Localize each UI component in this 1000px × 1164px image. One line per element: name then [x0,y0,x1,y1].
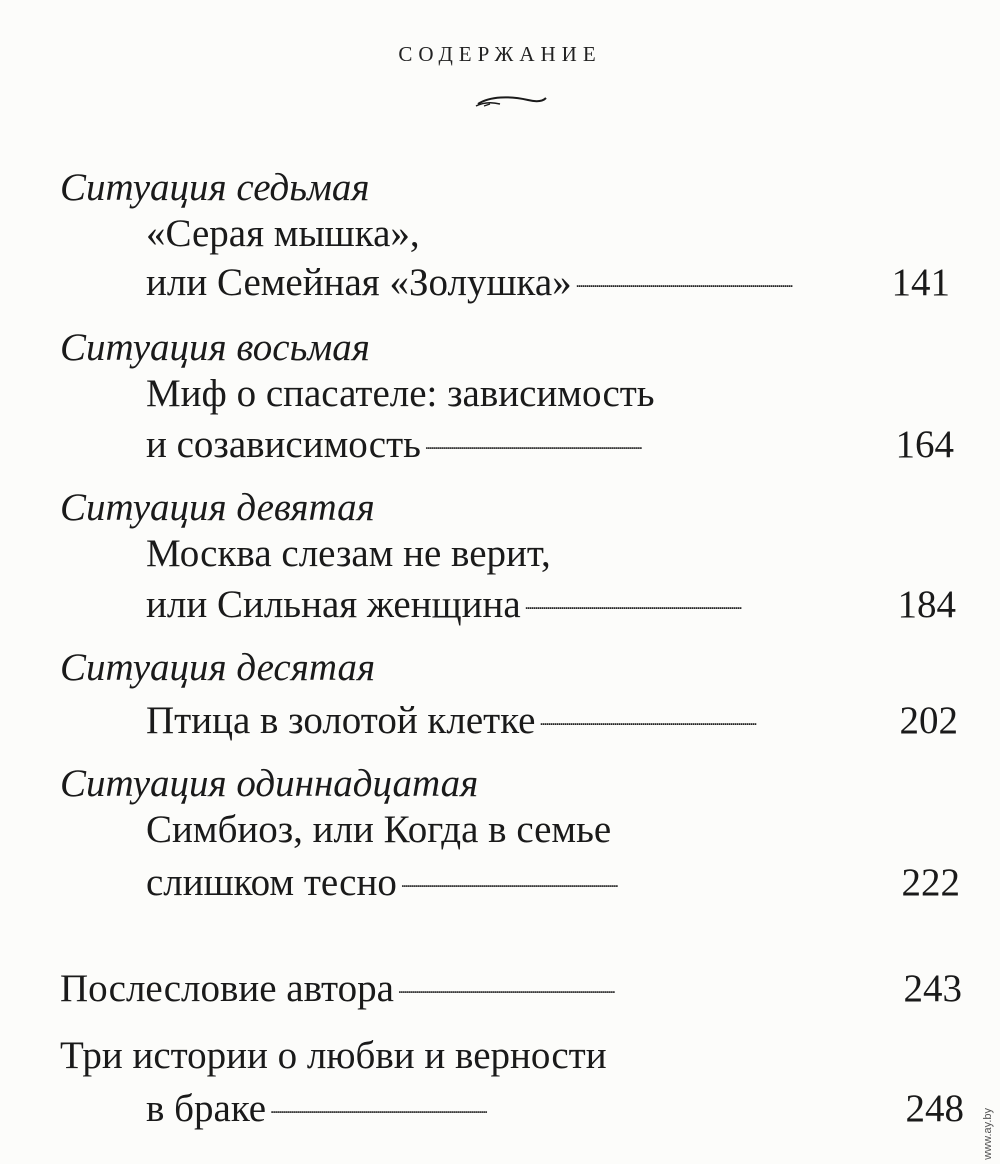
dot-leader [540,694,896,733]
entry-9-page-number: 184 [897,583,956,626]
entry-11-title-line2: слишком тесно [146,861,397,904]
dot-leader [525,578,894,617]
toc-entry-9[interactable] [146,578,956,624]
entry-8-title-line1: Миф о спасателе: зависимость [146,372,655,415]
dot-leader [576,256,888,295]
afterword-page-number: 243 [903,967,962,1010]
situation-8-label: Ситуация восьмая [60,326,370,369]
stories-title-line2: в браке [146,1087,267,1130]
afterword-title: Послесловие автора [60,967,394,1010]
entry-11-title-line1: Симбиоз, или Когда в семье [146,808,612,851]
entry-10-page-number: 202 [899,699,958,742]
entry-7-title-line2: или Семейная «Золушка» [146,261,572,304]
stories-page-number: 248 [905,1087,964,1130]
toc-entry-stories[interactable] [146,1082,964,1128]
dot-leader [425,418,892,457]
toc-entry-10[interactable] [146,694,958,740]
entry-9-title-line2: или Сильная женщина [146,583,521,626]
entry-10-title: Птица в золотой клетке [146,699,536,742]
toc-entry-11[interactable] [146,856,960,902]
dot-leader [398,962,900,1001]
toc-entry-7[interactable] [146,256,950,302]
entry-11-page-number: 222 [901,861,960,904]
toc-entry-8[interactable] [146,418,954,464]
entry-8-title-line2: и созависимость [146,423,421,466]
site-watermark: www.ay.by [982,1108,994,1160]
stories-title-line1: Три истории о любви и верности [60,1034,607,1077]
dot-leader [401,856,898,895]
situation-11-label: Ситуация одиннадцатая [60,762,479,805]
toc-entry-afterword[interactable] [60,962,962,1008]
entry-7-title-line1: «Серая мышка», [146,212,420,255]
toc-heading: СОДЕРЖАНИЕ [398,42,602,66]
flourish-ornament-icon [470,90,550,114]
situation-9-label: Ситуация девятая [60,486,375,529]
situation-10-label: Ситуация десятая [60,646,376,689]
entry-9-title-line1: Москва слезам не верит, [146,532,551,575]
entry-7-page-number: 141 [891,261,950,304]
dot-leader [270,1082,901,1121]
entry-8-page-number: 164 [895,423,954,466]
situation-7-label: Ситуация седьмая [60,166,370,209]
